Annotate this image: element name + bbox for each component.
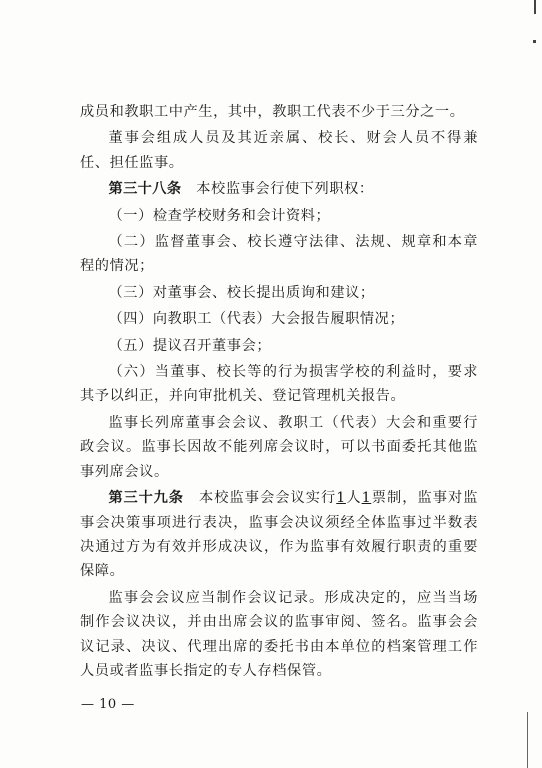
paragraph-board-restriction: 董事会组成人员及其近亲属、校长、财会人员不得兼任、担任监事。 (80, 130, 478, 171)
article-38-text: 本校监事会行使下列职权： (196, 181, 374, 198)
article-39-vote-count: 1 (336, 490, 346, 507)
article-39 (80, 486, 478, 584)
paragraph-meeting-records: 监事会会议应当制作会议记录。形成决定的，应当当场制作会议决议，并由出席会议的监事审阅、签名。监事会会议记录、决议、代理出席的委托书由本单位的档案管理工作人员或者监事长指定的专人存档保管。 (80, 589, 478, 679)
article-39-vote-value: 1 (361, 490, 372, 507)
list-item: （四）向教职工（代表）大会报告履职情况； (108, 311, 405, 328)
article-38-heading: 第三十八条 (108, 181, 182, 198)
article-38 (80, 177, 478, 201)
list-item: （三）对董事会、校长提出质询和建议； (108, 284, 375, 301)
article-39-text-c: 票制，监事对监事会决策事项进行表决，监事会决议须经全体监事过半数表决通过方为有效并形成决议，作为监事有效履行职责的重要保障。 (80, 490, 478, 580)
list-item: （一）检查学校财务和会计资料； (108, 207, 331, 224)
article-39-heading: 第三十九条 (108, 490, 184, 507)
article-39-text-a: 本校监事会会议实行 (199, 490, 337, 507)
scan-edge-mark (527, 712, 528, 768)
scan-edge-mark (534, 0, 536, 14)
paragraph-supervisor-attendance: 监事长列席董事会会议、教职工（代表）大会和重要行政会议。监事长因故不能列席会议时，可以书面委托其他监事列席会议。 (80, 414, 478, 480)
list-item: （二）监督董事会、校长遵守法律、法规、规章和本章程的情况； (80, 234, 478, 275)
article-39-text-b: 人 (345, 490, 362, 507)
page-number: — 10 — (81, 697, 135, 712)
document-body (80, 100, 478, 683)
list-item: （六）当董事、校长等的行为损害学校的利益时，要求其予以纠正，并向审批机关、登记管理机关报告。 (80, 364, 478, 405)
scan-edge-mark (533, 40, 536, 43)
list-item: （五）提议召开董事会； (108, 337, 272, 354)
paragraph-continuation: 成员和教职工中产生，其中，教职工代表不少于三分之一。 (80, 104, 465, 120)
